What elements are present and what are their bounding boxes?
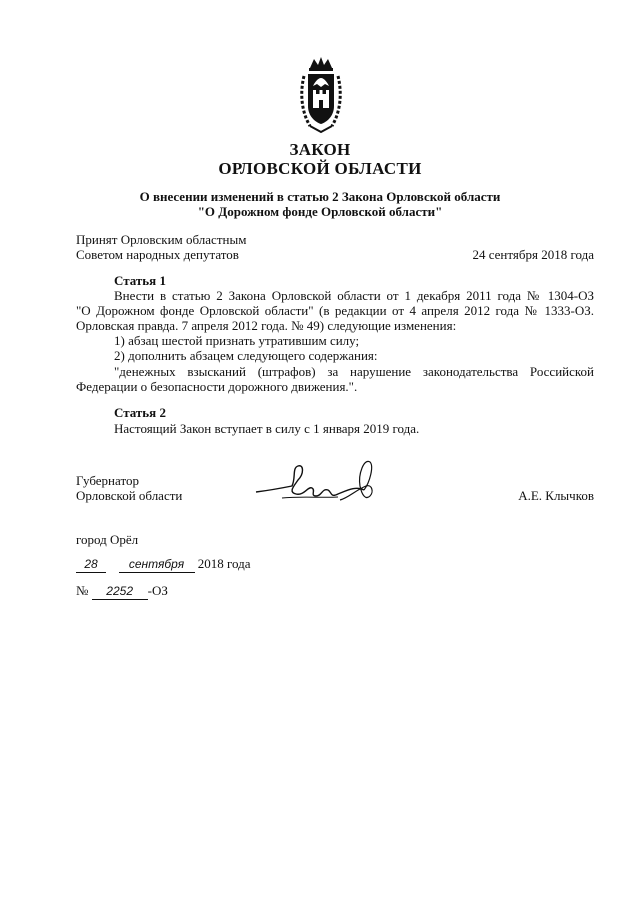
adoption-date: 24 сентября 2018 года xyxy=(472,247,594,262)
date-month: сентября xyxy=(128,557,185,571)
law-subtitle-line1: О внесении изменений в статью 2 Закона Орловской области xyxy=(139,189,501,204)
article1-item1: 1) абзац шестой признать утратившим силу; xyxy=(114,333,360,348)
date-month-field xyxy=(119,556,195,573)
law-title-region: ОРЛОВСКОЙ ОБЛАСТИ xyxy=(218,159,422,178)
number-field xyxy=(92,583,148,600)
date-day-field xyxy=(76,556,106,573)
date-year: 2018 года xyxy=(197,556,251,571)
date-day: 28 xyxy=(84,557,98,571)
article2-heading: Статья 2 xyxy=(114,405,166,420)
signatory-name: А.Е. Клычков xyxy=(518,488,594,503)
article1-intro-line2: "О Дорожном фонде Орловской области" (в редакции от 4 апреля 2012 года № 1333-ОЗ. xyxy=(76,303,594,318)
handwritten-signature-icon xyxy=(252,456,380,506)
orel-oblast-coat-of-arms-icon xyxy=(298,56,344,134)
adoption-line2: Советом народных депутатов xyxy=(76,247,239,262)
signatory-position-line1: Губернатор xyxy=(76,473,139,488)
article1-quote-line2: Федерации о безопасности дорожного движения.". xyxy=(76,379,358,394)
article1-intro-line1: Внести в статью 2 Закона Орловской области от 1 декабря 2011 года № 1304-ОЗ xyxy=(114,288,594,303)
signatory-position-line2: Орловской области xyxy=(76,488,183,503)
article1-item2: 2) дополнить абзацем следующего содержания: xyxy=(114,348,378,363)
number-value: 2252 xyxy=(106,584,133,598)
law-subtitle-line2: "О Дорожном фонде Орловской области" xyxy=(197,204,443,219)
law-number xyxy=(76,583,168,600)
article1-heading: Статья 1 xyxy=(114,273,166,288)
city: город Орёл xyxy=(76,532,139,547)
signing-date xyxy=(76,556,251,573)
article1-quote-line1: "денежных взысканий (штрафов) за нарушение законодательства Российской xyxy=(114,364,594,379)
number-sign: № xyxy=(76,583,89,598)
article2-text: Настоящий Закон вступает в силу с 1 января 2019 года. xyxy=(114,421,420,436)
number-suffix: -ОЗ xyxy=(147,583,168,598)
article1-intro-line3: Орловская правда. 7 апреля 2012 года. № 49) следующие изменения: xyxy=(76,318,457,333)
adoption-line1: Принят Орловским областным xyxy=(76,232,247,247)
law-title: ЗАКОН xyxy=(289,140,351,159)
